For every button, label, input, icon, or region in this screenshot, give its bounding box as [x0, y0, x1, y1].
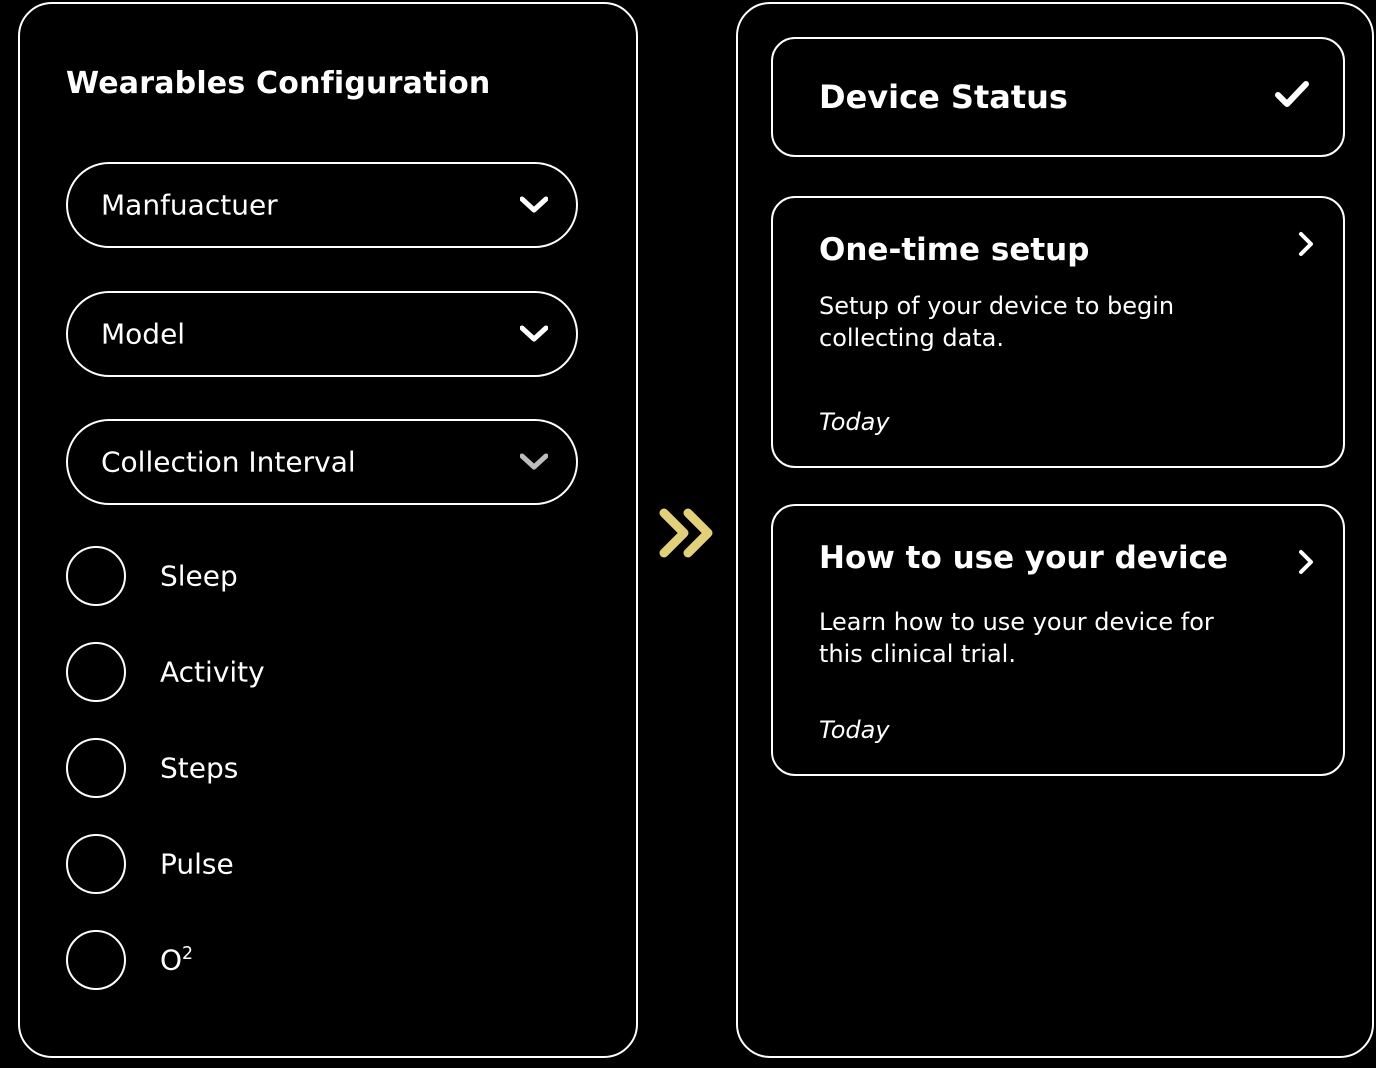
one-time-setup-card[interactable] [771, 196, 1345, 468]
device-status-card[interactable] [771, 37, 1345, 157]
card-description: Setup of your device to begin collecting data. [819, 292, 1175, 353]
metric-option-label [160, 944, 193, 977]
metric-option-oxygen[interactable] [66, 930, 566, 990]
wearables-configuration-panel [18, 2, 638, 1058]
radio-circle-icon[interactable] [66, 834, 126, 894]
card-date: Today [819, 408, 890, 436]
metric-option-label-base: O [160, 943, 183, 977]
model-select[interactable] [66, 291, 578, 377]
collection-interval-select-label: Collection Interval [101, 445, 356, 479]
radio-circle-icon[interactable] [66, 546, 126, 606]
metric-option-label: Pulse [160, 847, 234, 881]
card-title: How to use your device [819, 540, 1229, 576]
chevron-down-icon [520, 320, 548, 348]
page-title: Wearables Configuration [66, 66, 491, 101]
chevron-down-icon [520, 448, 548, 476]
check-icon [1275, 80, 1309, 114]
how-to-use-device-card[interactable] [771, 504, 1345, 776]
chevron-down-icon [520, 191, 548, 219]
manufacturer-select-label: Manfuactuer [101, 188, 278, 222]
chevron-right-icon [1295, 230, 1317, 258]
double-chevron-right-icon [655, 500, 721, 566]
metric-option-pulse[interactable] [66, 834, 566, 894]
card-date: Today [819, 716, 890, 744]
metric-option-steps[interactable] [66, 738, 566, 798]
metric-option-label-superscript: 2 [182, 944, 194, 965]
device-status-title: Device Status [819, 78, 1068, 116]
device-panel [736, 2, 1374, 1058]
card-title: One-time setup [819, 232, 1090, 268]
collection-interval-select[interactable] [66, 419, 578, 505]
radio-circle-icon[interactable] [66, 738, 126, 798]
chevron-right-icon [1295, 548, 1317, 576]
metric-option-label: Steps [160, 751, 239, 785]
metric-option-label: Activity [160, 655, 265, 689]
manufacturer-select[interactable] [66, 162, 578, 248]
card-description: Learn how to use your device for this clinical trial. [819, 608, 1214, 669]
model-select-label: Model [101, 317, 186, 351]
radio-circle-icon[interactable] [66, 642, 126, 702]
radio-circle-icon[interactable] [66, 930, 126, 990]
metric-option-sleep[interactable] [66, 546, 566, 606]
metric-option-label: Sleep [160, 559, 238, 593]
metric-option-activity[interactable] [66, 642, 566, 702]
